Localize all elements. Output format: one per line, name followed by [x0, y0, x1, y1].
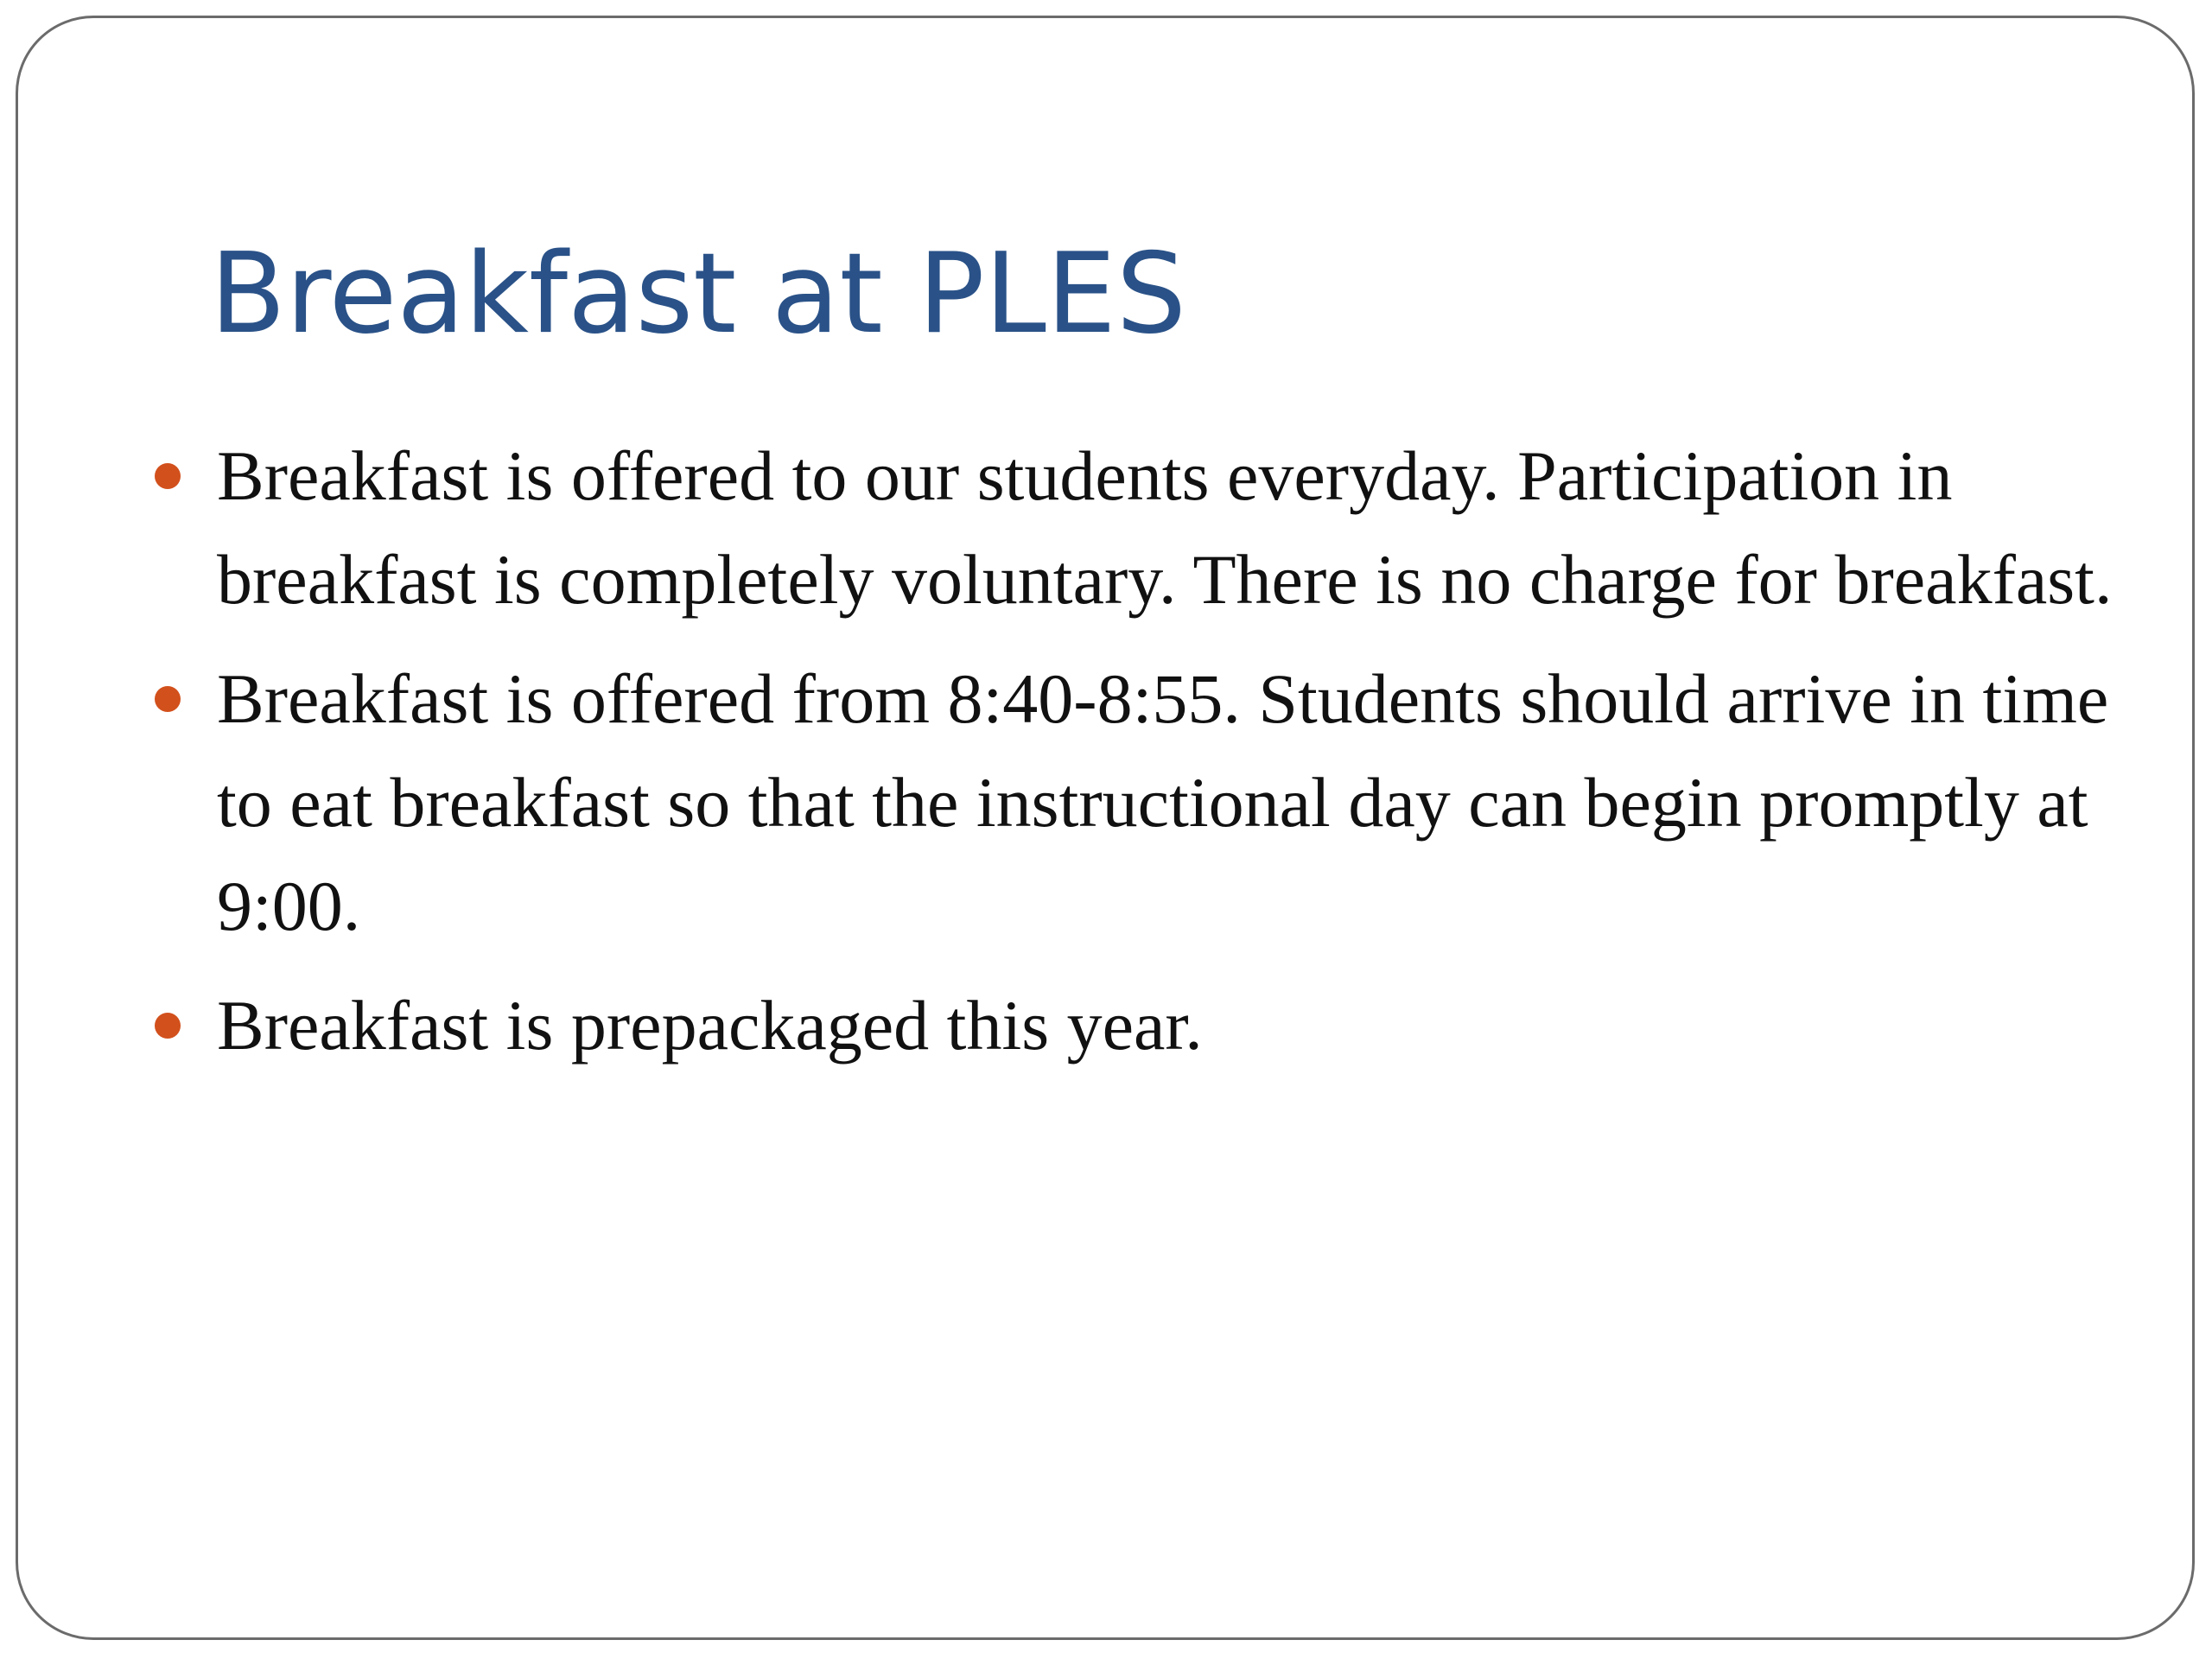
bullet-item [217, 424, 2152, 632]
bullet-dot-icon [155, 1013, 181, 1039]
bullet-dot-icon [155, 463, 181, 489]
bullet-dot-icon [155, 686, 181, 712]
bullet-text: Breakfast is offered from 8:40-8:55. Students should arrive in time to eat breakfast so that the instructional day can begin promptly at 9:00. [217, 659, 2109, 945]
slide-title: Breakfast at PLES [210, 230, 1186, 359]
bullet-text: Breakfast is prepackaged this year. [217, 986, 1203, 1065]
bullet-text: Breakfast is offered to our students everyday. Participation in breakfast is completely voluntary. There is no charge for breakfast. [217, 436, 2113, 619]
bullet-item [217, 974, 2152, 1077]
slide [16, 16, 2195, 1640]
bullet-item [217, 647, 2152, 958]
bullet-list [217, 424, 2152, 1093]
